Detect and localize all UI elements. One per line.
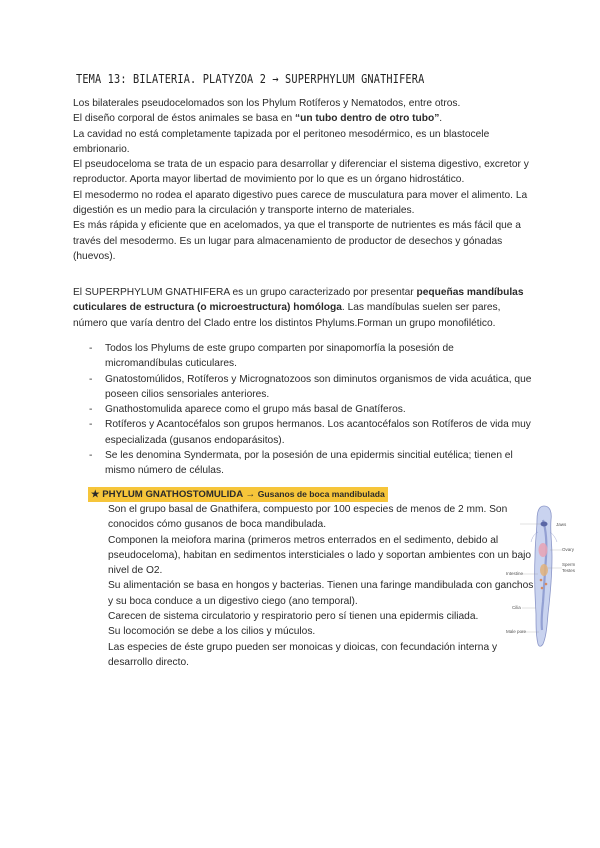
superphylum-bold: pequeñas mandíbulas cuticulares de estructura (o microestructura) homóloga: [73, 287, 524, 314]
star-icon: ★: [91, 489, 100, 500]
list-item: - Gnathostomulida aparece como el grupo más basal de Gnatíferos.: [89, 404, 406, 416]
phylum-line: Las especies de éste grupo pueden ser monoicas y dioicas, con fecundación interna y desarrollo directo.: [108, 641, 498, 668]
intro-line-3: La cavidad no está completamente tapizada por el peritoneo mesodérmico, es un blastocele embrionario.: [73, 128, 490, 155]
list-item: - Rotíferos y Acantocéfalos son grupos hermanos. Los acantocéfalos son Rotíferos de vida muy especializada (gusanos endoparásitos).: [89, 419, 531, 446]
superphylum-text: El SUPERPHYLUM GNATHIFERA es un grupo caracterizado por presentar: [73, 287, 417, 298]
page-title: TEMA 13: BILATERIA. PLATYZOA 2 → SUPERPHYLUM GNATHIFERA: [76, 71, 425, 86]
superphylum-paragraph: [73, 285, 533, 331]
phylum-line: Su locomoción se debe a los cilios y múculos.: [108, 626, 316, 638]
intro-line-5: El mesodermo no rodea el aparato digestivo pues carece de musculatura para mover el alimento. La digestión es un medio para la circulación y transporte interno de materiales.: [73, 189, 528, 217]
list-item: - Se les denomina Syndermata, por la posesión de una epidermis sincitial eutélica; tienen el mismo número de células.: [89, 450, 513, 477]
intro-line-1: Los bilaterales pseudocelomados son los Phylum Rotíferos y Nematodos, entre otros.: [73, 98, 461, 109]
list-item: - Gnatostomúlidos, Rotíferos y Micrognatozoos son diminutos organismos de vida acuática, que poseen cilios sensoriales anteriores.: [89, 373, 532, 400]
bullet-list: [73, 341, 533, 479]
superphylum-text-end: . Las mandíbulas suelen ser pares, número que varía dentro del Clado entre los distintos Phylums.Forman un grupo monofilético.: [73, 302, 501, 329]
intro-paragraph: [73, 96, 533, 264]
phylum-heading-sub: Gusanos de boca mandibulada: [257, 489, 385, 499]
gnathostomulid-illustration: [506, 502, 576, 648]
intro-bold: “un tubo dentro de otro tubo”: [295, 113, 440, 125]
phylum-heading: [88, 487, 388, 502]
list-item: - Todos los Phylums de este grupo comparten por sinapomorfía la posesión de micromandíbulas cuticulares.: [89, 343, 454, 370]
figure-label-intestine: Intestine: [506, 571, 524, 576]
phylum-heading-text: PHYLUM GNATHOSTOMULIDA →: [102, 489, 258, 500]
intro-line-4: El pseudoceloma se trata de un espacio para desarrollar y diferenciar el sistema digestivo, excretor y reproductor. Aporta mayor libertad de movimiento por lo que es un órgano hidrostático.: [73, 159, 529, 186]
figure-label-jaws: Jaws: [556, 522, 567, 527]
phylum-line: Carecen de sistema circulatorio y respiratorio pero sí tienen una epidermis ciliada.: [108, 611, 479, 623]
phylum-line: Componen la meiofora marina (primeros metros enterrados en el sedimento, debido al pseudoceloma), habitan en sedimentos intersticiales o lado y soportan ambientes con un bajo nivel de O2.: [108, 534, 532, 577]
figure-label-cilia: Cilia: [512, 605, 521, 610]
phylum-body: [108, 502, 534, 670]
intro-line-6: Es más rápida y eficiente que en acelomados, ya que el transporte de nutrientes es más fácil que a través del mesodermo. Es un lugar para almacenamiento de productor de desechos y gónadas (huevos).: [73, 220, 521, 262]
figure-label-ovary: Ovary: [562, 547, 575, 552]
phylum-line: Su alimentación se basa en hongos y bacterias. Tienen una faringe mandibulada con ganchos y su boca conduce a un digestivo ciego (ano temporal).: [108, 580, 534, 607]
phylum-line: Son el grupo basal de Gnathifera, compuesto por 100 especies de menos de 2 mm. Son conocidos cómo gusanos de boca mandibulada.: [108, 504, 508, 531]
figure-label-testes: Testes: [562, 568, 576, 573]
figure-label-sperm: Sperm: [562, 562, 576, 567]
intro-line-2b: .: [439, 113, 443, 125]
figure-label-male-pore: Male pore: [506, 629, 527, 634]
intro-line-2a: El diseño corporal de éstos animales se basa en: [73, 113, 295, 125]
